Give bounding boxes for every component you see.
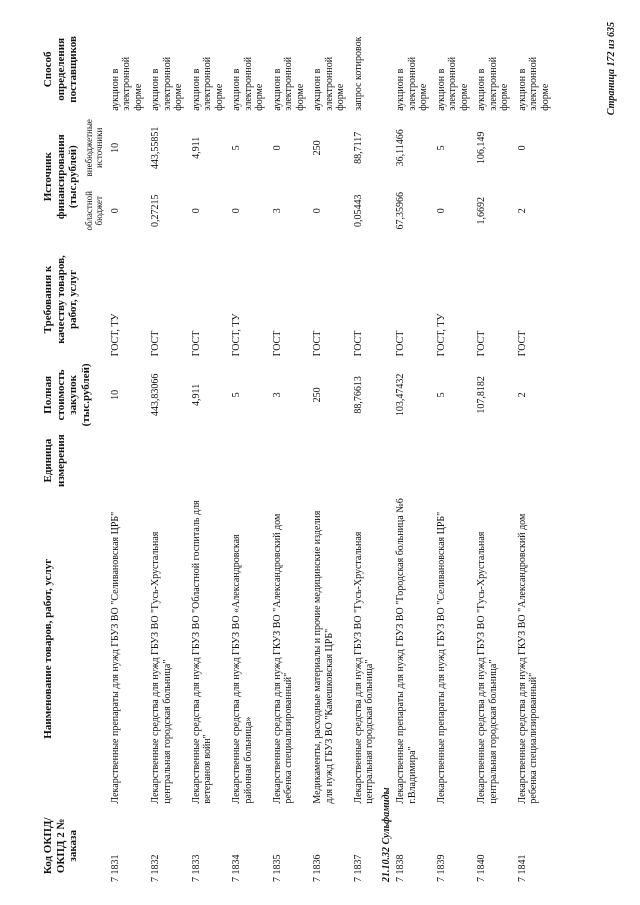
cell-unit	[107, 430, 148, 490]
cell-code: 7 1831	[109, 854, 121, 882]
table-row	[309, 25, 350, 885]
cell-code: 7 1833	[190, 854, 202, 882]
cell-code: 7 1832	[150, 854, 162, 882]
cell-name: Лекарственные средства для нужд ГБУЗ ВО "Гусь-Хрустальная центральная городская больница"	[150, 531, 173, 804]
cell-cost: 107,8182	[476, 376, 488, 414]
cell-source-external: 106,149	[476, 131, 488, 165]
cell-code: 7 1836	[312, 854, 324, 882]
cell-source-external: 0	[271, 145, 283, 151]
cell-source-external: 0	[516, 145, 528, 151]
header-unit: Единица измерения	[42, 434, 67, 487]
cell-method: аукцион в электронной форме	[312, 56, 347, 111]
cell-method: аукцион в электронной форме	[271, 56, 306, 111]
cell-unit	[514, 430, 555, 490]
cell-code: 7 1834	[231, 854, 243, 882]
cell-cost: 5	[435, 392, 447, 398]
cell-requirements: ГОСТ	[312, 330, 324, 357]
cell-unit	[350, 430, 379, 490]
cell-requirements: ГОСТ	[395, 330, 407, 357]
cell-cost: 443,83066	[150, 373, 162, 417]
cell-unit	[433, 430, 474, 490]
cell-unit	[147, 430, 188, 490]
table-row	[147, 25, 188, 885]
cell-source-regional: 0,05443	[352, 194, 364, 227]
cell-source-regional: 0	[231, 208, 243, 214]
cell-requirements: ГОСТ	[352, 330, 364, 357]
cell-source-regional: 0	[312, 208, 324, 214]
cell-method: аукцион в электронной форме	[231, 56, 266, 111]
cell-requirements: ГОСТ, ТУ	[231, 313, 243, 357]
cell-unit	[269, 430, 310, 490]
cell-source-external: 36,11466	[395, 129, 407, 167]
cell-unit	[309, 430, 350, 490]
cell-cost: 4,911	[190, 383, 202, 406]
cell-requirements: ГОСТ	[190, 330, 202, 357]
cell-requirements: ГОСТ	[150, 330, 162, 357]
cell-method: аукцион в электронной форме	[190, 56, 225, 111]
cell-unit	[392, 430, 433, 490]
cell-method: аукцион в электронной форме	[435, 56, 470, 111]
procurement-table	[40, 25, 554, 885]
cell-method: аукцион в электронной форме	[395, 56, 430, 111]
cell-unit	[473, 430, 514, 490]
cell-code: 7 1837	[352, 854, 364, 882]
table-row	[228, 25, 269, 885]
cell-name: Лекарственные средства для нужд ГБУЗ ВО "Гусь-Хрустальная центральная городская больница"	[352, 531, 376, 804]
header-name: Наименование товаров, работ, услуг	[42, 558, 54, 739]
cell-name: Лекарственные препараты для нужд ГБУЗ ВО "Селивановская ЦРБ"	[435, 511, 447, 804]
cell-requirements: ГОСТ	[271, 330, 283, 357]
cell-source-regional: 2	[516, 208, 528, 214]
cell-source-external: 250	[312, 140, 324, 156]
header-cost: Полная стоимость закупок (тыс.рублей)	[42, 363, 92, 427]
header-code: Код ОКПД/ ОКПД 2 № заказа	[42, 817, 80, 875]
cell-requirements: ГОСТ, ТУ	[109, 313, 121, 357]
cell-source-regional: 0	[435, 208, 447, 214]
cell-source-external: 4,911	[190, 136, 202, 159]
cell-unit	[228, 430, 269, 490]
table-header	[40, 25, 107, 885]
cell-cost: 88,76613	[352, 376, 364, 414]
cell-source-regional: 0,27215	[150, 194, 162, 227]
cell-cost: 5	[231, 392, 243, 398]
cell-method: запрос котировок	[352, 36, 364, 111]
cell-name: Лекарственные препараты для нужд ГБУЗ ВО "Городская больница №6 г.Владимира"	[395, 498, 418, 804]
cell-source-external: 5	[435, 145, 447, 151]
cell-cost: 250	[312, 387, 324, 403]
cell-cost: 2	[516, 392, 528, 398]
table-row	[350, 25, 379, 885]
header-source-external: внебюджетные источники	[83, 119, 105, 177]
cell-name: Лекарственные средства для нужд ГБУЗ ВО "Областной госпиталь для ветеранов войн"	[190, 500, 214, 804]
header-method: Способ определения поставщиков	[42, 36, 80, 103]
cell-cost: 3	[271, 392, 283, 398]
cell-requirements: ГОСТ	[476, 330, 488, 357]
cell-code: 7 1839	[435, 854, 447, 882]
cell-name: Лекарственные средства для нужд ГБУЗ ВО «Александровская районная больница»	[231, 534, 254, 804]
header-source: Источник финансирования (тыс.рублей)	[42, 134, 80, 220]
header-source-regional: областной бюджет	[83, 191, 105, 231]
cell-source-regional: 0	[109, 208, 121, 214]
cell-source-regional: 0	[190, 208, 202, 214]
cell-name: Лекарственные средства для нужд ГКУЗ ВО "Александровский дом ребенка специализированный"	[516, 513, 540, 804]
cell-method: аукцион в электронной форме	[109, 56, 144, 111]
cell-source-external: 5	[231, 145, 243, 151]
table-row	[107, 25, 148, 885]
cell-source-regional: 3	[271, 208, 283, 214]
cell-code: 7 1835	[271, 854, 283, 882]
cell-source-external: 443,55851	[150, 126, 162, 170]
cell-code: 7 1838	[395, 854, 407, 882]
group-row	[379, 25, 393, 885]
page-footer: Страница 172 из 635	[606, 22, 617, 116]
cell-method: аукцион в электронной форме	[150, 56, 185, 111]
table-row	[269, 25, 310, 885]
cell-code: 7 1840	[476, 854, 488, 882]
header-requirements: Требования к качеству товаров, работ, услуг	[42, 255, 80, 344]
table-row	[188, 25, 229, 885]
cell-requirements: ГОСТ	[516, 330, 528, 357]
cell-requirements: ГОСТ, ТУ	[435, 313, 447, 357]
cell-cost: 10	[109, 389, 121, 400]
cell-code: 7 1841	[516, 854, 528, 882]
cell-method: аукцион в электронной форме	[476, 56, 511, 111]
cell-source-external: 88,7117	[352, 131, 364, 164]
table-row	[473, 25, 514, 885]
cell-name: Лекарственные препараты для нужд ГБУЗ ВО "Селивановская ЦРБ"	[109, 511, 121, 804]
table-row	[433, 25, 474, 885]
cell-method: аукцион в электронной форме	[516, 56, 551, 111]
cell-source-regional: 67,35966	[395, 192, 407, 230]
cell-source-external: 10	[109, 142, 121, 153]
table-body	[107, 25, 555, 885]
group-label: 21.10.32 Сульфамиды	[380, 787, 392, 882]
cell-source-regional: 1,6692	[476, 197, 488, 225]
cell-name: Лекарственные средства для нужд ГБУЗ ВО "Гусь-Хрустальная центральная городская больница"	[476, 531, 499, 804]
cell-cost: 103,47432	[395, 373, 407, 417]
cell-name: Лекарственные средства для нужд ГКУЗ ВО "Александровский дом ребенка специализированный"	[271, 513, 295, 804]
table-row	[392, 25, 433, 885]
table-row	[514, 25, 555, 885]
cell-name: Медикаменты, расходные материалы и прочие медицинские изделия для нужд ГБУЗ ВО "Камешковская ЦРБ"	[312, 510, 335, 804]
cell-unit	[188, 430, 229, 490]
